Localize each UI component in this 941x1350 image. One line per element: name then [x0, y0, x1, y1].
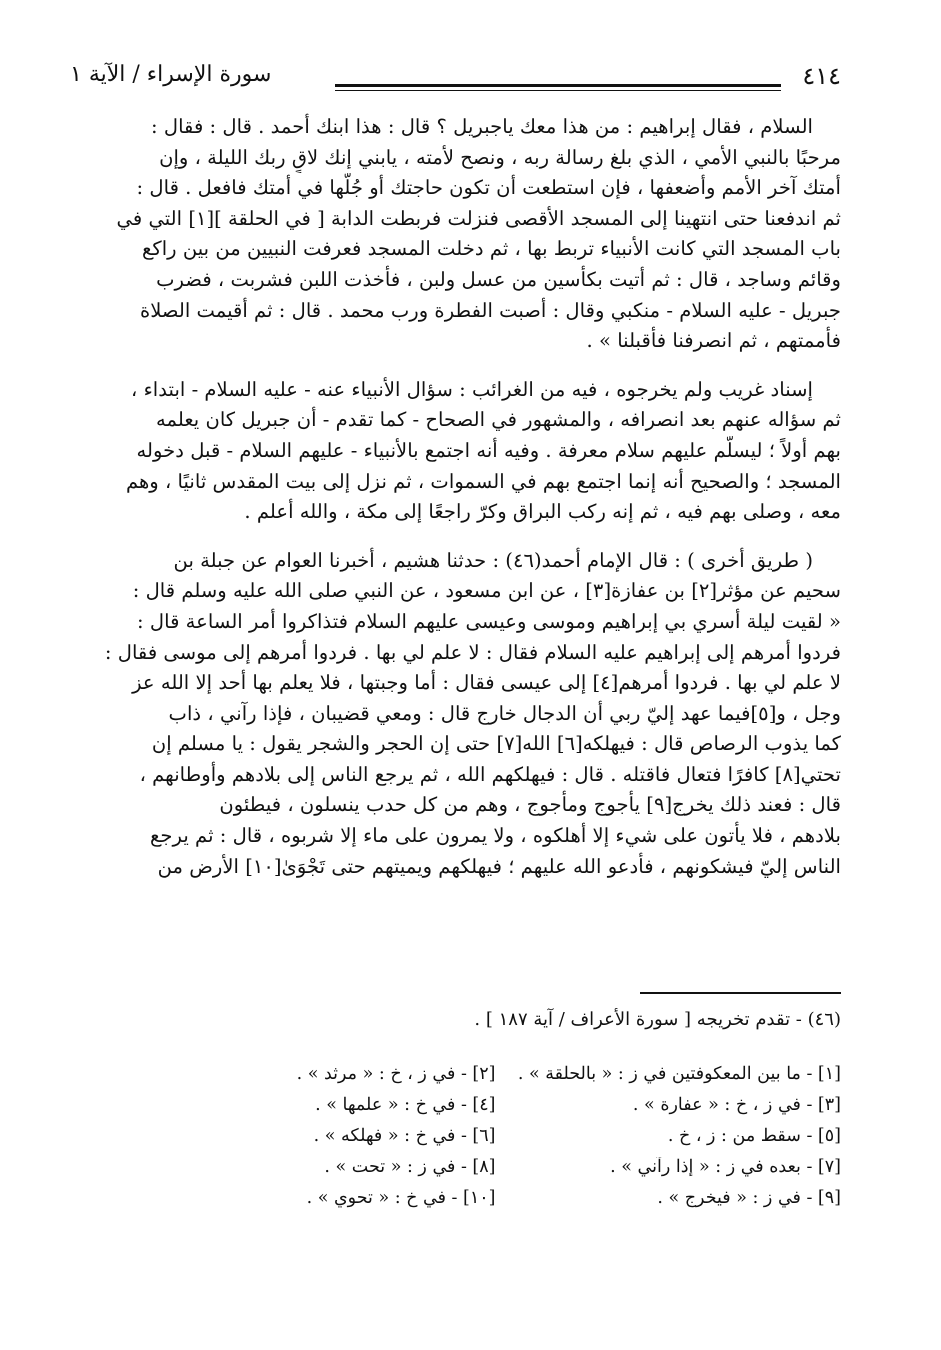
main-text — [84, 112, 841, 900]
text-line: جبريل - عليه السلام - منكبي وقال : أصبت الفطرة ورب محمد . قال : ثم أقيمت الصلاة — [139, 298, 841, 322]
text-line: ثم اندفعنا حتى انتهينا إلى المسجد الأقصى فنزلت فربطت الدابة [ في الحلقة ][١] التي في — [116, 206, 841, 230]
variant-notes — [150, 1058, 841, 1214]
text-line: فأممتهم ، ثم انصرفنا فأقبلنا » . — [586, 329, 841, 353]
text-line: بلادهم ، فلا يأتون على شيء إلا أهلكوه ، ولا يمرون على ماء إلا شربوه ، قال : ثم يرجع — [150, 824, 841, 848]
note-row — [150, 1183, 841, 1214]
text-line: بهم أولاً ؛ ليسلّم عليهم سلام معرفة . وفيه أنه اجتمع بالأنبياء - عليهم السلام - قبل دخوله — [136, 438, 841, 462]
paragraph — [84, 375, 841, 528]
note-row — [150, 1152, 841, 1183]
footnote-rule — [640, 992, 841, 994]
variant-note: [١] - ما بين المعكوفتين في ز : « بالحلقة » . — [517, 1063, 841, 1084]
running-head: سورة الإسراء / الآية ١ — [70, 62, 272, 87]
variant-note: [٥] - سقط من : ز ، خ . — [667, 1125, 841, 1146]
text-line: المسجد ؛ والصحيح أنه إنما اجتمع بهم في السموات ، ثم نزل إلى بيت المقدس ثانيًا ، وهم — [125, 469, 841, 493]
variant-note: [٣] - في ز ، خ : « عفارة » . — [632, 1094, 841, 1115]
page-number: ٤١٤ — [802, 62, 841, 90]
variant-note: [١٠] - في خ : « تحوي » . — [306, 1188, 496, 1209]
variant-note: [٢] - في ز ، خ : « مرثد » . — [296, 1063, 496, 1084]
text-line: كما يذوب الرصاص قال : فيهلكه[٦] الله[٧] حتى إن الحجر والشجر يقول : يا مسلم إن — [151, 732, 841, 756]
variant-note: [٦] - في خ : « فهلكه » . — [313, 1125, 496, 1146]
paragraph — [84, 546, 841, 883]
text-line: « لقيت ليلة أسري بي إبراهيم وموسى وعيسى عليهم السلام فتذاكروا أمر الساعة قال : — [137, 609, 841, 633]
text-line: باب المسجد التي كانت الأنبياء تربط بها ، ثم دخلت المسجد فعرفت النبيين من بين راكع — [141, 237, 841, 261]
text-line: مرحبًا بالنبي الأمي ، الذي بلغ رسالة ربه ، ونصح لأمته ، يابني إنك لاقٍ ربك الليلة ، وإن — [159, 145, 841, 169]
text-line: أمتك آخر الأمم وأضعفها ، فإن استطعت أن تكون حاجتك أو جُلّها في أمتك فافعل . قال : — [136, 176, 841, 200]
text-line: قال : فعند ذلك يخرج[٩] يأجوج ومأجوج ، وهم من كل حدب ينسلون ، فيطئون — [219, 793, 841, 817]
variant-note: [٤] - في خ : « علمها » . — [315, 1094, 496, 1115]
text-line: ( طريق أخرى ) : قال الإمام أحمد(٤٦) : حدثنا هشيم ، أخبرنا العوام عن جبلة بن — [173, 548, 813, 572]
text-line: وجل ، و[٥]فيما عهد إليّ ربي أن الدجال خارج قال : ومعي قضيبان ، فإذا رآني ، ذاب — [168, 701, 841, 725]
note-row — [150, 1089, 841, 1120]
text-line: وقائم وساجد ، قال : ثم أتيت بكأسين من عسل ولبن ، فأخذت اللبن فشربت ، فضرب — [156, 267, 841, 291]
footnote: (٤٦) - تقدم تخريجه [ سورة الأعراف / آية ١٨٧ ] . — [474, 1009, 841, 1030]
note-row — [150, 1058, 841, 1089]
text-line: تحتي[٨] كافرًا فتعال فاقتله . قال : فيهلكهم الله ، ثم يرجع الناس إلى بلادهم وأوطانهم ، — [139, 762, 841, 786]
text-line: فردوا أمرهم إلى إبراهيم عليه السلام فقال : لا علم لي بها . فردوا أمرهم إلى موسى فقال : — [104, 640, 841, 664]
header-rule — [335, 84, 781, 87]
paragraph — [84, 112, 841, 357]
text-line: إسناد غريب ولم يخرجوه ، فيه من الغرائب : سؤال الأنبياء عنه - عليه السلام - ابتداء ، — [131, 377, 813, 401]
text-line: الناس إليّ فيشكونهم ، فأدعو الله عليهم ؛ فيهلكهم ويميتهم حتى تَجْوَىٰ[١٠] الأرض من — [157, 854, 841, 878]
text-line: سحيم عن مؤثر[٢] بن عفازة[٣] ، عن ابن مسعود ، عن النبي صلى الله عليه وسلم قال : — [132, 579, 841, 603]
text-line: لا علم لي بها . فردوا أمرهم[٤] إلى عيسى فقال : أما وجبتها ، فلا يعلم بها أحد إلا الله عز — [132, 671, 841, 695]
text-line: ثم سؤاله عنهم بعد انصرافه ، والمشهور في الصحاح - كما تقدم - أن جبريل كان يعلمه — [156, 408, 841, 432]
text-line: السلام ، فقال إبراهيم : من هذا معك ياجبريل ؟ قال : هذا ابنك أحمد . قال : فقال : — [151, 115, 813, 138]
variant-note: [٨] - في ز : « تحت » . — [324, 1157, 496, 1178]
variant-note: [٩] - في ز : « فيخرج » . — [657, 1188, 841, 1209]
text-line: معه ، وصلى بهم فيه ، ثم إنه ركب البراق وكرّ راجعًا إلى مكة ، والله أعلم . — [244, 500, 841, 524]
note-row — [150, 1120, 841, 1151]
variant-note: [٧] - بعده في ز : « إذا رآني » . — [610, 1157, 841, 1178]
page-header — [70, 60, 841, 100]
